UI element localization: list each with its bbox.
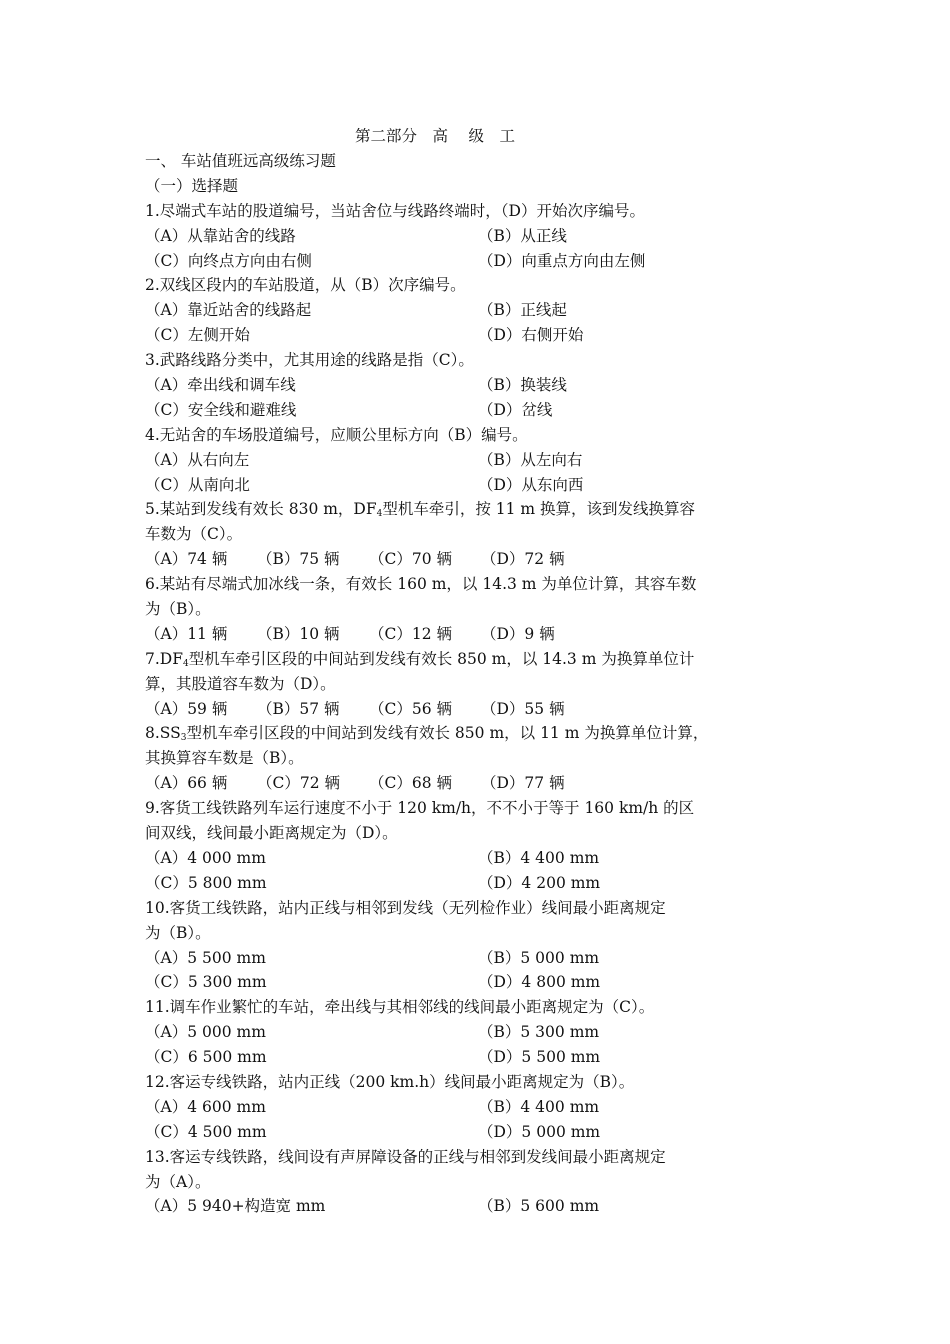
question-2-options xyxy=(145,323,745,348)
option-a: （A）牵出线和调车线 xyxy=(145,376,296,395)
question-6-options xyxy=(145,622,745,647)
option-a: （A）5 940+构造宽 mm xyxy=(145,1197,326,1216)
option-a: （A）从右向左 xyxy=(145,450,250,469)
option-d: （D）4 200 mm xyxy=(478,873,601,892)
option-a: （A）4 600 mm xyxy=(145,1097,266,1116)
option-d: （D）5 500 mm xyxy=(478,1048,601,1067)
question-5-options xyxy=(145,547,745,572)
option-b: （B）换装线 xyxy=(478,376,567,395)
question-9-text: 9.客货工线铁路列车运行速度不小于 120 km/h，不不小于等于 160 km/h 的区 xyxy=(145,799,695,818)
question-10-text: 10.客货工线铁路，站内正线与相邻到发线（无列检作业）线间最小距离规定 xyxy=(145,898,666,917)
question-4-options xyxy=(145,473,745,498)
option-c: （C）从南向北 xyxy=(145,475,250,494)
page-title: 第二部分 高 级 工 xyxy=(355,127,515,145)
option-b: （B）从左向右 xyxy=(478,450,583,469)
option-d: （D）77 辆 xyxy=(481,774,565,793)
option-a: （A）59 辆 xyxy=(145,699,228,718)
option-d: （D）向重点方向由左侧 xyxy=(478,251,646,270)
question-12-options xyxy=(145,1095,745,1120)
option-a: （A）5 000 mm xyxy=(145,1023,266,1042)
option-c: （C）左侧开始 xyxy=(145,326,250,345)
option-a: （A）靠近站舍的线路起 xyxy=(145,301,312,320)
question-3-options xyxy=(145,373,745,398)
question-2-text: 2.双线区段内的车站股道，从（B）次序编号。 xyxy=(145,276,466,295)
option-c: （C）5 300 mm xyxy=(145,973,267,992)
option-d: （D）岔线 xyxy=(478,400,553,419)
question-13-text: 13.客运专线铁路，线间设有声屏障设备的正线与相邻到发线间最小距离规定 xyxy=(145,1147,666,1166)
option-d: （D）4 800 mm xyxy=(478,973,601,992)
question-1-options xyxy=(145,224,745,249)
question-13-text-cont: 为（A）。 xyxy=(145,1172,211,1191)
question-9-options xyxy=(145,871,745,896)
question-1-options xyxy=(145,249,745,274)
option-c: （C）68 辆 xyxy=(369,774,453,793)
subscript: 3 xyxy=(180,733,187,744)
question-6-text-cont: 为（B）。 xyxy=(145,600,211,619)
option-b: （B）5 300 mm xyxy=(478,1023,600,1042)
option-d: （D）55 辆 xyxy=(481,699,565,718)
question-10-options xyxy=(145,946,745,971)
option-b: （B）75 辆 xyxy=(257,550,340,569)
question-1-text: 1.尽端式车站的股道编号，当站舍位与线路终端时，（D）开始次序编号。 xyxy=(145,201,645,220)
question-5-text-cont: 车数为（C）。 xyxy=(145,525,243,544)
option-b: （B）4 400 mm xyxy=(478,848,600,867)
option-c: （C）安全线和避难线 xyxy=(145,400,297,419)
question-10-options xyxy=(145,970,745,995)
option-b: （C）72 辆 xyxy=(257,774,341,793)
question-4-options xyxy=(145,448,745,473)
question-10-text-cont: 为（B）。 xyxy=(145,923,211,942)
option-c: （C）5 800 mm xyxy=(145,873,267,892)
subscript: 4 xyxy=(376,509,383,520)
option-d: （D）5 000 mm xyxy=(478,1122,601,1141)
question-11-text: 11.调车作业繁忙的车站，牵出线与其相邻线的线间最小距离规定为（C）。 xyxy=(145,998,655,1017)
option-b: （B）5 000 mm xyxy=(478,948,600,967)
question-8-text: $8.SS_3$型机车牵引区段的中间站到发线有效长 850 m，以 11 m 为换算单位计算， xyxy=(145,724,709,744)
question-3-options xyxy=(145,398,745,423)
option-c: （C）70 辆 xyxy=(369,550,453,569)
question-12-options xyxy=(145,1120,745,1145)
question-7-text-cont: 算，其股道容车数为（D）。 xyxy=(145,674,336,693)
option-d: （D）从东向西 xyxy=(478,475,584,494)
question-5-text: 5.某站到发线有效长 830 m，$DF_4$型机车牵引，按 11 m 换算，该到发线换算容 xyxy=(145,500,696,520)
question-8-options xyxy=(145,771,745,796)
question-9-text-cont: 间双线，线间最小距离规定为（D）。 xyxy=(145,824,398,843)
option-a: （A）66 辆 xyxy=(145,774,228,793)
option-b: （B）正线起 xyxy=(478,301,567,320)
question-7-text: $7.DF_4$型机车牵引区段的中间站到发线有效长 850 m，以 14.3 m 为换算单位计 xyxy=(145,649,695,669)
option-b: （B）4 400 mm xyxy=(478,1097,600,1116)
question-13-options xyxy=(145,1194,745,1219)
option-a: （A）74 辆 xyxy=(145,550,228,569)
section-heading: 一、 车站值班远高级练习题 xyxy=(145,152,336,170)
question-4-text: 4.无站舍的车场股道编号，应顺公里标方向（B）编号。 xyxy=(145,425,528,444)
option-c: （C）向终点方向由右侧 xyxy=(145,251,312,270)
option-b: （B）从正线 xyxy=(478,226,567,245)
question-9-options xyxy=(145,846,745,871)
option-c: （C）56 辆 xyxy=(369,699,453,718)
option-d: （D）72 辆 xyxy=(481,550,565,569)
question-3-text: 3.武路线路分类中，尤其用途的线路是指（C）。 xyxy=(145,351,474,370)
option-b: （B）57 辆 xyxy=(257,699,340,718)
question-11-options xyxy=(145,1020,745,1045)
option-d: （D）右侧开始 xyxy=(478,326,584,345)
option-a: （A）4 000 mm xyxy=(145,848,266,867)
option-d: （D）9 辆 xyxy=(481,624,555,643)
option-c: （C）6 500 mm xyxy=(145,1048,267,1067)
option-b: （B）10 辆 xyxy=(257,624,340,643)
subsection-heading: （一）选择题 xyxy=(145,176,239,195)
subscript: 4 xyxy=(182,658,189,669)
option-a: （A）从靠站舍的线路 xyxy=(145,226,296,245)
option-c: （C）4 500 mm xyxy=(145,1122,267,1141)
question-11-options xyxy=(145,1045,745,1070)
question-8-text-cont: 其换算容车数是（B）。 xyxy=(145,749,304,768)
option-a: （A）11 辆 xyxy=(145,624,228,643)
question-7-options xyxy=(145,697,745,722)
option-c: （C）12 辆 xyxy=(369,624,453,643)
question-6-text: 6.某站有尽端式加冰线一条，有效长 160 m，以 14.3 m 为单位计算，其容车数 xyxy=(145,575,697,594)
document-content xyxy=(145,124,745,1219)
option-b: （B）5 600 mm xyxy=(478,1197,600,1216)
option-a: （A）5 500 mm xyxy=(145,948,266,967)
question-12-text: 12.客运专线铁路，站内正线（200 km.h）线间最小距离规定为（B）。 xyxy=(145,1072,635,1091)
question-2-options xyxy=(145,298,745,323)
